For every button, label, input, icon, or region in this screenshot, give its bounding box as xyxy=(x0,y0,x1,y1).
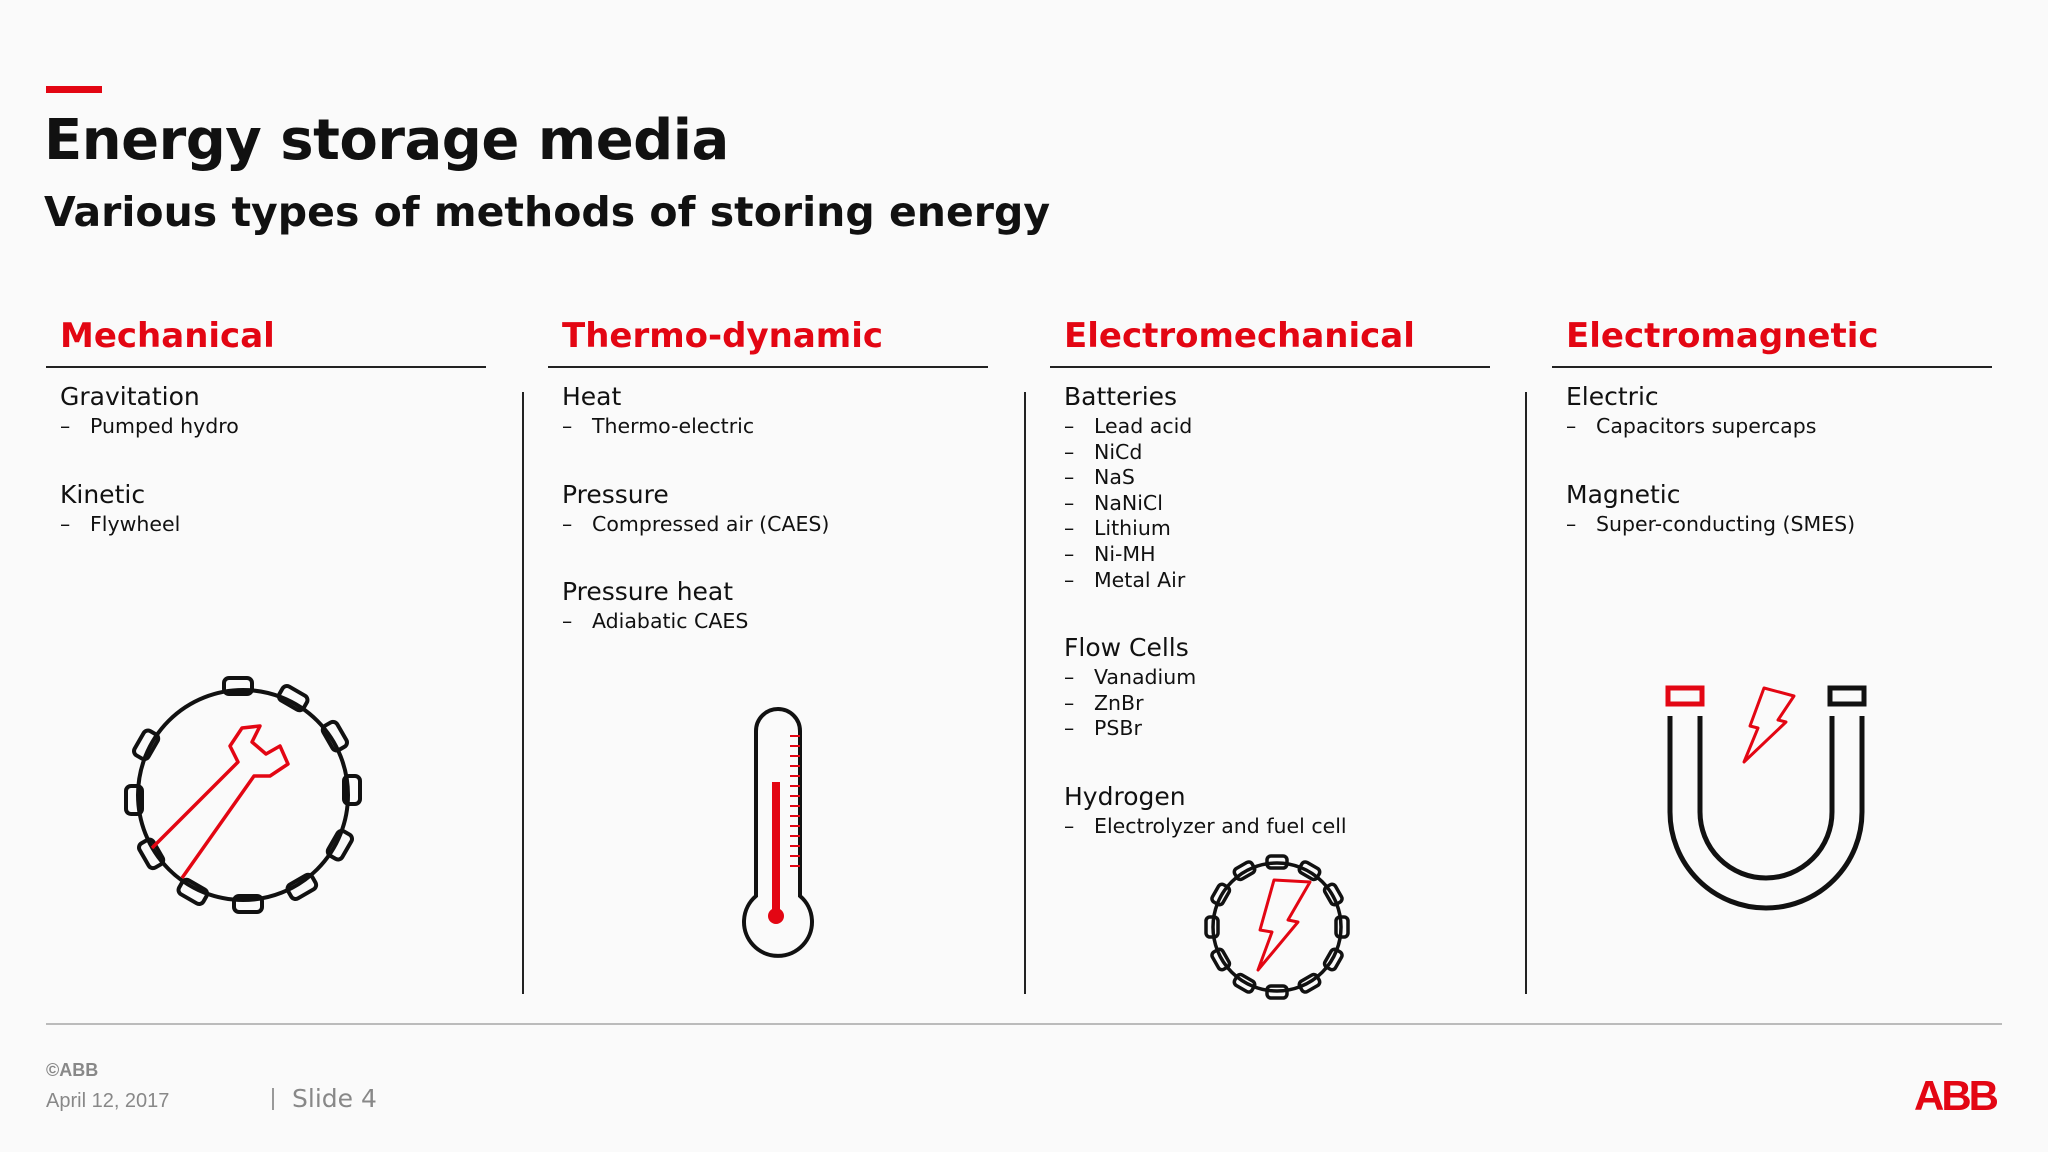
group-name: Gravitation xyxy=(60,382,200,411)
group-name: Pressure xyxy=(562,479,669,509)
group xyxy=(562,380,988,440)
list-item: – PSBr xyxy=(1064,716,1142,741)
list-item: – Flywheel xyxy=(60,511,181,536)
list-item: – Metal Air xyxy=(1064,567,1186,592)
list-item: – Adiabatic CAES xyxy=(562,609,749,634)
list-item: – Vanadium xyxy=(1064,665,1197,690)
group xyxy=(1064,780,1490,840)
group-name: Batteries xyxy=(1064,382,1178,411)
list-item: – Capacitors supercaps xyxy=(1566,414,1817,438)
list-item: – Lead acid xyxy=(1064,414,1193,438)
column-divider xyxy=(1024,392,1026,994)
group xyxy=(1064,631,1490,742)
list-item: – Lithium xyxy=(1064,516,1171,541)
column-heading: Electromechanical xyxy=(1050,316,1490,368)
list-item: – Electrolyzer and fuel cell xyxy=(1064,813,1347,838)
copyright: ©ABB xyxy=(46,1060,99,1080)
group-name: Magnetic xyxy=(1566,479,1681,509)
group-name: Heat xyxy=(562,382,622,411)
column-electromagnetic xyxy=(1552,316,1992,575)
gear-wrench-icon xyxy=(120,670,370,920)
list-item: – Pumped hydro xyxy=(60,414,239,438)
group xyxy=(1064,380,1490,593)
list-item: – NaNiCl xyxy=(1064,490,1163,515)
column-heading: Thermo-dynamic xyxy=(548,316,988,368)
group-name: Electric xyxy=(1566,382,1659,411)
abb-logo: ABB xyxy=(1914,1072,1996,1119)
list-item: – Compressed air (CAES) xyxy=(562,511,830,536)
group xyxy=(60,380,486,440)
group-name: Hydrogen xyxy=(1064,781,1186,811)
list-item: – NiCd xyxy=(1064,439,1143,464)
column-electromechanical xyxy=(1050,316,1490,878)
title-accent-bar xyxy=(46,86,102,93)
list-item: – Thermo-electric xyxy=(562,414,755,438)
column-mechanical xyxy=(46,316,486,575)
gear-lightning-icon xyxy=(1202,852,1352,1002)
page-subtitle: Various types of methods of storing energy xyxy=(44,188,1051,236)
group xyxy=(562,575,988,635)
magnet-lightning-icon xyxy=(1660,682,1880,918)
list-item: – Ni-MH xyxy=(1064,541,1156,566)
list-item: – Super-conducting (SMES) xyxy=(1566,511,1856,536)
group xyxy=(562,478,988,538)
column-divider xyxy=(1525,392,1527,994)
footer-date: April 12, 2017 xyxy=(46,1090,170,1112)
group xyxy=(1566,380,1992,440)
group xyxy=(1566,478,1992,538)
column-thermo-dynamic xyxy=(548,316,988,673)
thermometer-icon xyxy=(736,706,820,956)
column-heading: Electromagnetic xyxy=(1552,316,1992,368)
group-name: Kinetic xyxy=(60,479,146,509)
group-name: Flow Cells xyxy=(1064,633,1189,663)
page-title: Energy storage media xyxy=(44,108,729,173)
list-item: – ZnBr xyxy=(1064,690,1144,715)
group xyxy=(60,478,486,538)
slide-number: Slide 4 xyxy=(292,1084,377,1113)
footer-divider xyxy=(46,1023,2002,1025)
footer-separator xyxy=(272,1088,274,1110)
group-name: Pressure heat xyxy=(562,577,734,607)
column-divider xyxy=(522,392,524,994)
column-heading: Mechanical xyxy=(46,316,486,368)
list-item: – NaS xyxy=(1064,465,1135,490)
